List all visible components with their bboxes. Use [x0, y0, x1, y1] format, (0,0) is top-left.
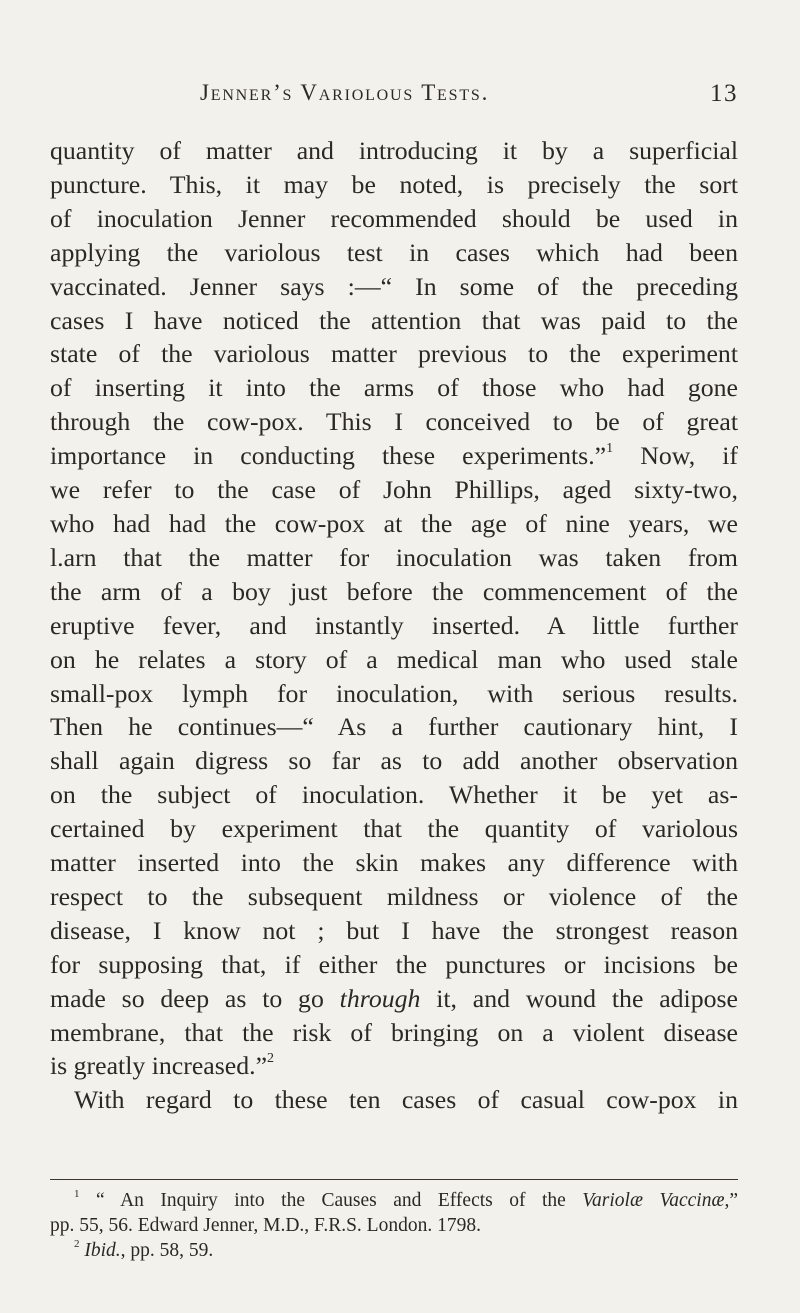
body-text-line: [50, 541, 738, 575]
text-run: membrane, that the risk of bringing on a violent disease: [50, 1017, 738, 1047]
text-run: , pp. 58, 59.: [120, 1240, 214, 1261]
body-text-line: [50, 677, 738, 711]
body-text-line: [50, 337, 738, 371]
body-text-line: [50, 710, 738, 744]
text-run: on he relates a story of a medical man who used stale: [50, 644, 738, 674]
text-run: l.arn that the matter for inoculation was taken from: [50, 542, 738, 572]
body-text-line: [50, 202, 738, 236]
text-run: vaccinated. Jenner says :—“ In some of the preceding: [50, 271, 738, 301]
italic-text: Ibid.: [84, 1240, 121, 1261]
text-run: through the cow-pox. This I conceived to be of great: [50, 407, 738, 437]
text-run: eruptive fever, and instantly inserted. A little further: [50, 610, 738, 640]
text-run: pp. 55, 56. Edward Jenner, M.D., F.R.S. London. 1798.: [50, 1215, 481, 1236]
body-text-line: [50, 507, 738, 541]
text-run: cases I have noticed the attention that was paid to the: [50, 305, 738, 335]
text-run: puncture. This, it may be noted, is precisely the sort: [50, 169, 738, 199]
body-text: [50, 134, 738, 1117]
body-text-line: [50, 643, 738, 677]
text-run: Then he continues—“ As a further cautionary hint, I: [50, 712, 738, 742]
body-text-line: [50, 846, 738, 880]
footnote-line: [50, 1188, 738, 1213]
body-text-line: [50, 405, 738, 439]
body-text-line: [50, 473, 738, 507]
body-text-line: [50, 236, 738, 270]
body-text-line: [50, 812, 738, 846]
footnote-rule: [50, 1179, 738, 1180]
body-text-line: [50, 439, 738, 473]
text-run: shall again digress so far as to add another observation: [50, 746, 738, 776]
body-text-line: [50, 575, 738, 609]
italic-text: through: [339, 983, 421, 1013]
text-run: for supposing that, if either the punctures or incisions be: [50, 949, 738, 979]
text-run: small-pox lymph for inoculation, with serious results.: [50, 678, 738, 708]
body-text-line: [50, 1083, 738, 1117]
body-text-line: [50, 1049, 738, 1083]
body-text-line: [50, 1016, 738, 1050]
text-run: applying the variolous test in cases which had been: [50, 237, 738, 267]
footnote-line: [50, 1238, 738, 1263]
footnotes: [50, 1188, 738, 1263]
book-page: [50, 70, 738, 1117]
body-text-line: [50, 982, 738, 1016]
body-text-line: [50, 134, 738, 168]
footnote-line: [50, 1213, 738, 1238]
text-run: we refer to the case of John Phillips, aged sixty-two,: [50, 475, 738, 505]
footnote-marker: 2: [74, 1238, 80, 1250]
text-run: “ An Inquiry into the Causes and Effects of the: [79, 1190, 583, 1211]
body-text-line: [50, 948, 738, 982]
body-text-line: [50, 744, 738, 778]
body-text-line: [50, 880, 738, 914]
text-run: quantity of matter and introducing it by a superficial: [50, 136, 738, 165]
footnote-marker: 2: [267, 1051, 275, 1067]
text-run: matter inserted into the skin makes any difference with: [50, 848, 738, 878]
text-run: on the subject of inoculation. Whether it be yet as-: [50, 780, 738, 810]
text-run: of inserting it into the arms of those who had gone: [50, 373, 738, 403]
body-text-line: [50, 270, 738, 304]
running-head: [50, 70, 738, 110]
footnote-marker: 1: [74, 1188, 80, 1200]
text-run: disease, I know not ; but I have the strongest reason: [50, 915, 738, 945]
text-run: is greatly increased.”: [50, 1051, 268, 1081]
text-run: ,”: [724, 1190, 738, 1211]
running-title: Jenner’s Variolous Tests.: [200, 80, 490, 105]
body-text-line: [50, 914, 738, 948]
text-run: certained by experiment that the quantity of variolous: [50, 814, 738, 844]
text-run: importance in conducting these experiments.”: [50, 441, 607, 471]
italic-text: Variolæ Vaccinæ: [582, 1190, 725, 1211]
text-run: respect to the subsequent mildness or violence of the: [50, 881, 738, 911]
text-run: state of the variolous matter previous to the experiment: [50, 339, 738, 369]
body-text-line: [50, 304, 738, 338]
text-run: who had had the cow-pox at the age of nine years, we: [50, 508, 738, 538]
text-run: With regard to these ten cases of casual cow-pox in: [74, 1085, 738, 1115]
body-text-line: [50, 609, 738, 643]
text-run: of inoculation Jenner recommended should be used in: [50, 203, 738, 233]
text-run: it, and wound the adipose: [420, 983, 739, 1013]
body-text-line: [50, 778, 738, 812]
body-text-line: [50, 168, 738, 202]
text-run: made so deep as to go: [50, 983, 340, 1013]
footnote-marker: 1: [606, 441, 614, 457]
text-run: Now, if: [613, 441, 738, 471]
page-number: 13: [710, 80, 738, 107]
body-text-line: [50, 371, 738, 405]
text-run: the arm of a boy just before the commencement of the: [50, 576, 738, 606]
